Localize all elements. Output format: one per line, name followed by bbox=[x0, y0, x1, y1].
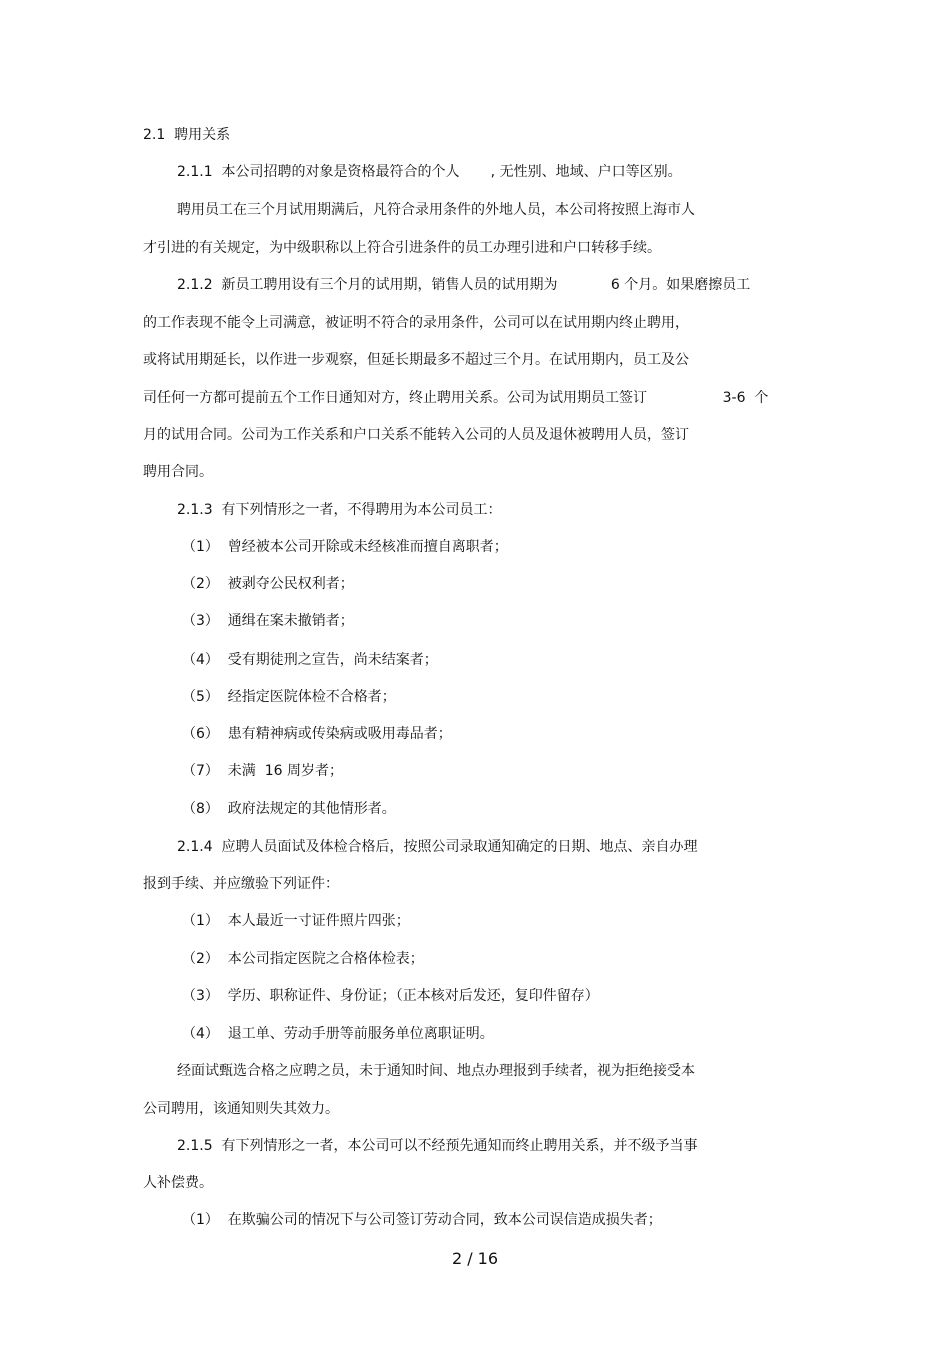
line-10: 聘用合同。 bbox=[143, 464, 213, 480]
line-14: （3） 通缉在案未撤销者； bbox=[182, 613, 354, 629]
line-27: 公司聘用，该通知则失其效力。 bbox=[143, 1101, 339, 1117]
line-13: （2） 被剥夺公民权利者； bbox=[182, 576, 354, 592]
line-15: （4） 受有期徒刑之宣告，尚未结案者； bbox=[182, 652, 438, 668]
line-22: （1） 本人最近一寸证件照片四张； bbox=[182, 913, 410, 929]
line-12: （1） 曾经被本公司开除或未经核准而擅自离职者； bbox=[182, 539, 508, 555]
line-9: 月的试用合同。公司为工作关系和户口关系不能转入公司的人员及退休被聘用人员，签订 bbox=[143, 427, 689, 443]
line-11: 2.1.3 有下列情形之一者，不得聘用为本公司员工： bbox=[177, 502, 502, 518]
line-17: （6） 患有精神病或传染病或吸用毒品者； bbox=[182, 726, 452, 742]
line-25: （4） 退工单、劳动手册等前服务单位离职证明。 bbox=[182, 1026, 494, 1042]
line-7: 或将试用期延长，以作进一步观察，但延长期最多不超过三个月。在试用期内，员工及公 bbox=[143, 352, 689, 368]
line-23: （2） 本公司指定医院之合格体检表； bbox=[182, 951, 424, 967]
line-16: （5） 经指定医院体检不合格者； bbox=[182, 689, 396, 705]
page-number: 2 / 16 bbox=[451, 1249, 499, 1268]
line-28: 2.1.5 有下列情形之一者，本公司可以不经预先通知而终止聘用关系，并不级予当事 bbox=[177, 1138, 698, 1154]
line-4: 才引进的有关规定，为中级职称以上符合引进条件的员工办理引进和户口转移手续。 bbox=[143, 240, 661, 256]
line-3: 聘用员工在三个月试用期满后，凡符合录用条件的外地人员，本公司将按照上海市人 bbox=[177, 202, 695, 218]
line-6: 的工作表现不能令上司满意，被证明不符合的录用条件，公司可以在试用期内终止聘用， bbox=[143, 315, 689, 331]
line-5: 2.1.2 新员工聘用设有三个月的试用期，销售人员的试用期为 6 个月。如果磨擦员工 bbox=[177, 277, 751, 293]
line-19: （8） 政府法规定的其他情形者。 bbox=[182, 801, 396, 817]
line-20: 2.1.4 应聘人员面试及体检合格后，按照公司录取通知确定的日期、地点、亲自办理 bbox=[177, 839, 698, 855]
line-18: （7） 未满 16 周岁者； bbox=[182, 763, 343, 779]
line-24: （3） 学历、职称证件、身份证；（正本核对后发还，复印件留存） bbox=[182, 988, 599, 1004]
line-2: 2.1.1 本公司招聘的对象是资格最符合的个人 , 无性别、地域、户口等区别。 bbox=[177, 164, 682, 180]
line-1: 2.1 聘用关系 bbox=[143, 127, 231, 143]
line-26: 经面试甄选合格之应聘之员，未于通知时间、地点办理报到手续者，视为拒绝接受本 bbox=[177, 1063, 695, 1079]
line-29: 人补偿费。 bbox=[143, 1175, 213, 1191]
line-21: 报到手续、并应缴验下列证件： bbox=[143, 876, 339, 892]
line-30: （1） 在欺骗公司的情况下与公司签订劳动合同，致本公司误信造成损失者； bbox=[182, 1212, 662, 1228]
line-8: 司任何一方都可提前五个工作日通知对方，终止聘用关系。公司为试用期员工签订 3-6 个 bbox=[143, 390, 769, 406]
